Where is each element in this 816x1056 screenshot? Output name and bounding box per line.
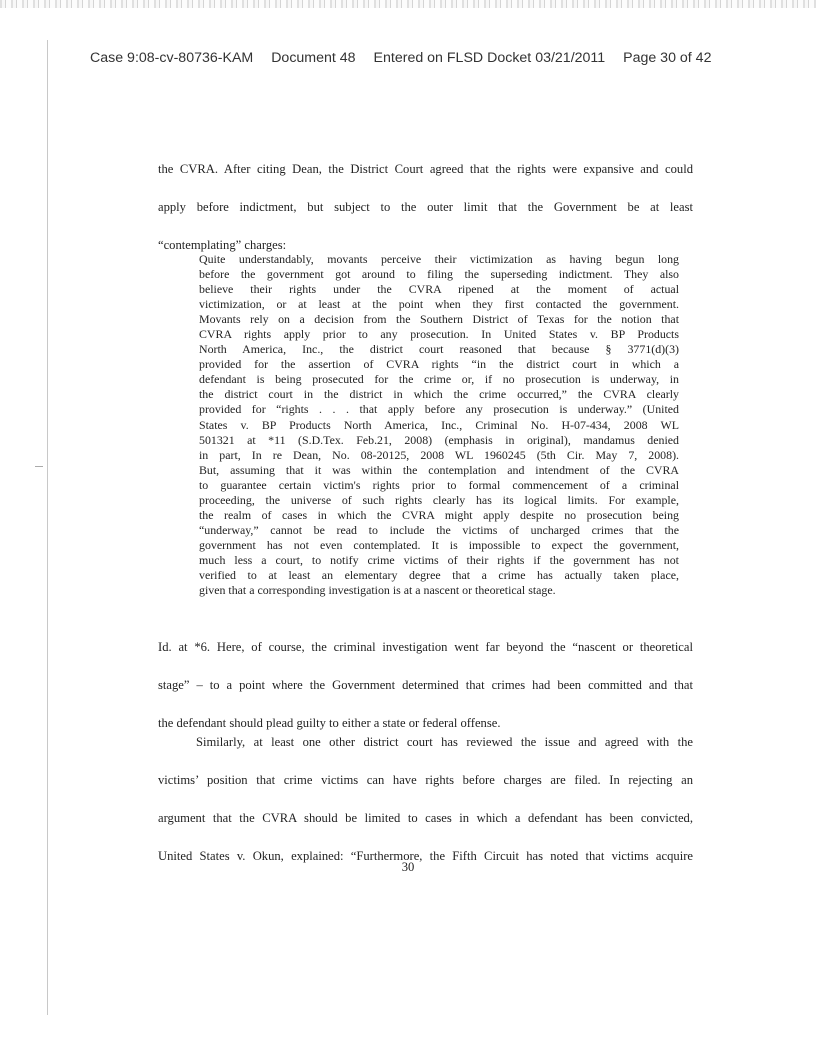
page-number: 30 <box>401 860 415 874</box>
header-entered: Entered on FLSD Docket 03/21/2011 <box>373 50 606 66</box>
docket-header <box>90 50 740 66</box>
quote-line: the district court in the district in which the crime occurred,” the CVRA clearly <box>199 387 679 402</box>
quote-line: the realm of cases in which the CVRA might apply despite no prosecution being <box>199 507 679 522</box>
quote-line: in part, In re Dean, No. 08-20125, 2008 WL 1960245 (5th Cir. May 7, 2008). <box>199 447 679 462</box>
quote-line: provided for “rights . . . that apply before any prosecution is underway.” (United <box>199 402 679 417</box>
quote-line: given that a corresponding investigation is at a nascent or theoretical stage. <box>199 583 556 598</box>
quote-line: CVRA rights apply prior to any prosecution. In United States v. BP Products <box>199 327 679 342</box>
paragraph-1 <box>158 150 693 264</box>
text-line: stage” – to a point where the Government determined that crimes had been committed and that <box>158 678 693 692</box>
quote-line: “underway,” cannot be read to include the victims of uncharged crimes that the <box>199 522 679 537</box>
header-case: Case 9:08-cv-80736-KAM <box>90 50 254 66</box>
quote-line: to guarantee certain victim's rights prior to formal commencement of a criminal <box>199 477 679 492</box>
paragraph-3 <box>158 723 693 875</box>
text-line: the CVRA. After citing Dean, the District Court agreed that the rights were expansive and could <box>158 162 693 176</box>
quote-line: government has not even contemplated. It is impossible to expect the government, <box>199 537 679 552</box>
quote-line: before the government got around to filing the superseding indictment. They also <box>199 267 679 282</box>
quote-line: much less a court, to notify crime victims of their rights if the government has not <box>199 552 679 567</box>
block-quote <box>199 252 679 598</box>
scan-artifact-top <box>0 0 816 8</box>
quote-line: Movants rely on a decision from the Southern District of Texas for the notion that <box>199 312 679 327</box>
quote-line: proceeding, the universe of such rights clearly has its logical limits. For example, <box>199 492 679 507</box>
text-line: Similarly, at least one other district court has reviewed the issue and agreed with the <box>196 735 693 749</box>
quote-line: North America, Inc., the district court reasoned that because § 3771(d)(3) <box>199 342 679 357</box>
quote-line: believe their rights under the CVRA ripened at the moment of actual <box>199 282 679 297</box>
scan-edge-tick <box>35 466 43 467</box>
text-line: “contemplating” charges: <box>158 238 287 252</box>
header-document: Document 48 <box>271 50 356 66</box>
quote-line: provided for the assertion of CVRA rights “in the district court in which a <box>199 357 679 372</box>
text-line: the defendant should plead guilty to either a state or federal offense. <box>158 716 501 730</box>
text-line: argument that the CVRA should be limited to cases in which a defendant has been convicted, <box>158 811 693 825</box>
quote-line: States v. BP Products North America, Inc., Criminal No. H-07-434, 2008 WL <box>199 417 679 432</box>
quote-line: victimization, or at least at the point when they first contacted the government. <box>199 297 679 312</box>
quote-line: 501321 at *11 (S.D.Tex. Feb.21, 2008) (emphasis in original), mandamus denied <box>199 432 679 447</box>
text-line: Id. at *6. Here, of course, the criminal investigation went far beyond the “nascent or theoretical <box>158 640 693 654</box>
quote-line: defendant is being prosecuted for the crime or, if no prosecution is underway, in <box>199 372 679 387</box>
quote-line: Quite understandably, movants perceive their victimization as having begun long <box>199 252 679 266</box>
quote-line: But, assuming that it was within the contemplation and intendment of the CVRA <box>199 462 679 477</box>
text-line: United States v. Okun, explained: “Furthermore, the Fifth Circuit has noted that victims acquire <box>158 849 693 863</box>
quote-line: verified to at least an elementary degree that a crime has actually taken place, <box>199 567 679 582</box>
header-page: Page 30 of 42 <box>623 50 712 66</box>
text-line: apply before indictment, but subject to the outer limit that the Government be at least <box>158 200 693 214</box>
text-line: victims’ position that crime victims can have rights before charges are filed. In rejecting an <box>158 773 693 787</box>
